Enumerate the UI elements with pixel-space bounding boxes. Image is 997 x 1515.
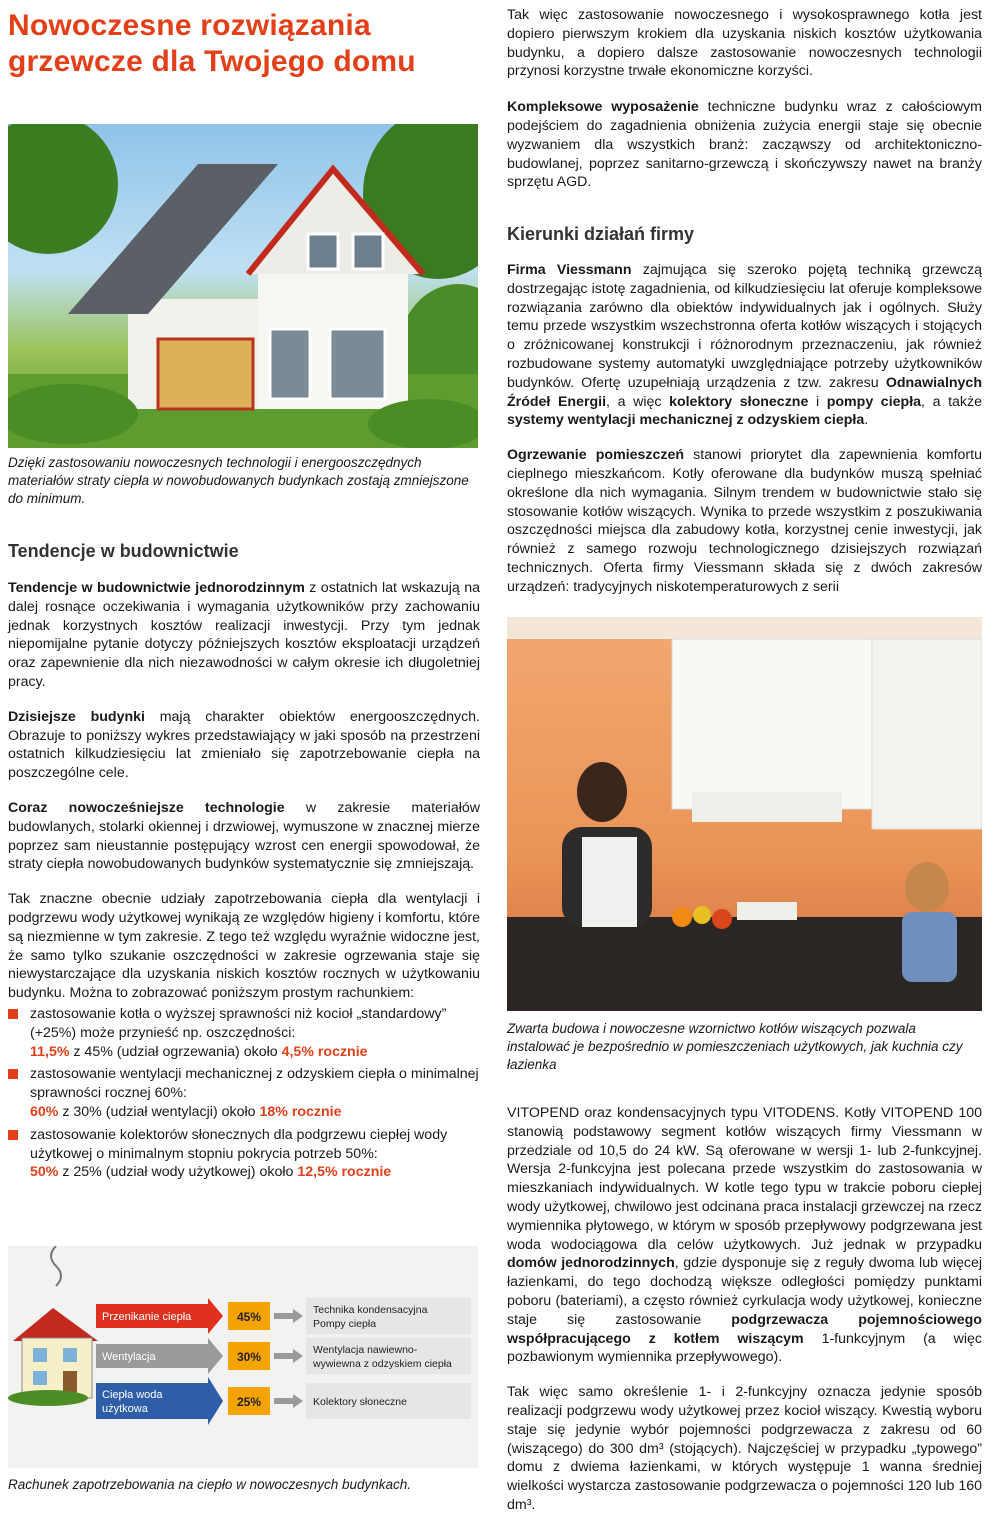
bullet-text: zastosowanie kolektorów słonecznych dla podgrzewu ciepłej wody użytkowej o minimalnym stopniu pokrycia potrzeb 50%: bbox=[30, 1126, 448, 1162]
section1-paragraph-4: Tak znaczne obecnie udziały zapotrzebowania ciepła dla wentylacji i podgrzewu wody użytkowej wynikają ze względów higieny i komfortu, które są niezmienne w tym zakresie. Z tego też względu wyraźnie widoczne jest, że samo tylko szukanie oszczędności w zakresie ogrzewania staje się niewystarczające dla uzyskania niskich kosztów rocznych w użytkowaniu budynku. Można to zobrazować poniższym prostym rachunkiem: bbox=[8, 891, 480, 1002]
heat-demand-diagram bbox=[8, 1246, 478, 1468]
right-paragraph-6: Tak więc samo określenie 1- i 2-funkcyjny oznacza jedynie sposób realizacji podgrzewu wody użytkowej przez kocioł wiszący. Kwestią wyboru staje się jedynie wybór pojemności podgrzewacza z zakresu od 60 (wiszącego) do 300 dm³ (stojących). Najczęściej w przypadku „typowego” domu z dwiema łazienkami, w których występuje 1 wanna średniej wielkości wystarcza zastosowanie podgrzewacza o pojemności 120 lub 160 dm³. bbox=[507, 1384, 982, 1513]
right-paragraph-2 bbox=[507, 98, 982, 192]
bullet-text: zastosowanie kotła o wyższej sprawności niż kocioł „standardowy” (+25%) może przynieść np. oszczędności: bbox=[30, 1005, 447, 1041]
bullet-value: 50% bbox=[30, 1164, 59, 1181]
bullet-mid: z 45% (udział ogrzewania) około bbox=[69, 1043, 282, 1060]
bullet-value: 60% bbox=[30, 1103, 59, 1120]
section1-paragraph-2 bbox=[8, 708, 480, 783]
right-column bbox=[507, 6, 982, 192]
section-kierunki bbox=[507, 224, 982, 597]
p3r-text: zajmująca się szeroko pojętą techniką grzewczą dostrzegając istotę zagadnienia, od kilkudziesięciu lat oferuje kompleksowe rozwiązania zarówno dla obiektów indywidualnych jak i ogólnych. Służy temu przede wszystkim wszechstronna oferta kotłów wiszących i stojących o zróżnicowanej konstrukcji i różnorodnym przeznaczeniu, jak również rozbudowane systemy automatyki uwzględniające potrzeby użytkowników budynków. Ofertę uzupełniają urządzenia z tzw. zakresu bbox=[507, 262, 983, 391]
p5r-text: VITOPEND oraz kondensacyjnych typu VITODENS. Kotły VITOPEND 100 stanowią podstawowy segment kotłów wiszących firmy Viessmann w przedziale od 10,5 do 24 kW. Są oferowane w wersji 1- lub 2-funkcyjnej. Wersja 2-funkcyjna jest polecana przede wszystkim do zastosowania w mieszkaniach indywidualnych. W kotle tego typu w trakcie poboru ciepłej wody użytkowej, chwilowo jest odcinana praca instalacji grzewczej na rzecz wymiennika płytowego, w którym w sposób przepływowy podgrzewana jest woda wodociągowa dla celów użytkowych. Już jednak w przypadku bbox=[507, 1105, 982, 1253]
diagram-percent-label: 30% bbox=[236, 1350, 262, 1364]
bullet-value: 11,5% bbox=[30, 1043, 70, 1060]
left-column bbox=[8, 0, 483, 80]
list-item bbox=[8, 1005, 480, 1061]
p2r-text: techniczne budynku wraz z całościowym podejściem do zagadnienia obniżenia zużycia energii staje się obecnie wyzwaniem dla wszystkich branż: zacząwszy od architektoniczno-budowlanej, poprzez sanitarno-grzewczą i skończywszy nawet na branży sprzętu AGD. bbox=[507, 99, 982, 191]
p3r-text-4: , a także bbox=[921, 393, 982, 410]
diagram-percent-label: 25% bbox=[236, 1395, 262, 1409]
p3r-bold-5: systemy wentylacji mechanicznej z odzyskiem ciepła bbox=[507, 412, 865, 429]
bullet-square-icon bbox=[8, 1009, 18, 1019]
bullet-result: 12,5% bbox=[297, 1164, 338, 1181]
right-paragraph-1: Tak więc zastosowanie nowoczesnego i wysokosprawnego kotła jest dopiero pierwszym krokiem dla uzyskania niskich kosztów użytkowania budynku, a dopiero dalsze zastosowanie nowoczesnych technologii przynosi korzystne trwałe ekonomiczne korzyści. bbox=[507, 7, 982, 80]
house-roof-icon bbox=[13, 1308, 98, 1341]
photo1-caption: Dzięki zastosowaniu nowoczesnych technologii i energooszczędnych materiałów straty ciepła w nowobudowanych budynkach zostają zmniejszone do minimum. bbox=[8, 455, 469, 506]
p3r-bold: Firma Viessmann bbox=[507, 262, 632, 278]
list-item bbox=[8, 1126, 480, 1182]
kitchen-photo bbox=[507, 617, 982, 1011]
p3-text: w zakresie materiałów budowlanych, stolarki okiennej i drzwiowej, wymuszone w znacznej mierze poprzez sam nieustannie postępujący wzrost cen energii spowodował, że straty ciepła nowobudowanych budynków systematycznie się zmniejszają. bbox=[8, 799, 481, 873]
diagram-caption: Rachunek zapotrzebowania na ciepło w nowoczesnych budynkach. bbox=[8, 1477, 411, 1492]
p1-text: z ostatnich lat wskazują na dalej rosnące oczekiwania i wymagania użytkowników przy zachowaniu jednak korzystnych kosztów realizacji inwestycji. Przy tym jednak niepomijalne pytanie dotyczy późniejszych kosztów eksploatacji urządzeń oraz zapewnienie dla nich niezawodności w całym okresie ich długoletniej pracy. bbox=[8, 580, 481, 690]
diagram-desc-text: Wentylacja nawiewno-wywiewna z odzyskiem ciepła bbox=[313, 1344, 452, 1370]
bullet-square-icon bbox=[8, 1069, 18, 1079]
section1-heading: Tendencje w budownictwie bbox=[8, 541, 239, 561]
page-title bbox=[8, 8, 483, 80]
photo2-caption: Zwarta budowa i nowoczesne wzornictwo kotłów wiszących pozwala instalować je bezpośrednio w pomieszczeniach użytkowych, jak kuchnia czy łazienka bbox=[507, 1021, 963, 1072]
bullet-mid: z 25% (udział wody użytkowej) około bbox=[58, 1164, 298, 1181]
right-paragraph-4 bbox=[507, 446, 982, 596]
p3-bold: Coraz nowocześniejsze technologie bbox=[8, 799, 285, 816]
diagram-desc-text: Kolektory słoneczne bbox=[313, 1396, 407, 1408]
p3r-text-5: . bbox=[864, 412, 869, 429]
savings-list bbox=[8, 1005, 480, 1182]
diagram-small-arrow bbox=[274, 1394, 303, 1408]
diagram-desc-text: Technika kondensacyjna Pompy ciepła bbox=[313, 1304, 428, 1330]
bullet-mid: z 30% (udział wentylacji) około bbox=[58, 1103, 260, 1120]
photo1-caption-box bbox=[8, 454, 478, 508]
diagram-arrow bbox=[96, 1377, 223, 1425]
p2-bold: Dzisiejsze budynki bbox=[8, 708, 145, 725]
bullet-period: rocznie bbox=[291, 1103, 342, 1120]
bullet-period: rocznie bbox=[317, 1043, 368, 1060]
p5r-text-2: 1-funkcyjnym (a więc pozbawionym wymiennika przepływowego). bbox=[507, 1330, 982, 1366]
diagram-svg bbox=[8, 1246, 478, 1468]
smoke-icon bbox=[51, 1246, 61, 1286]
bullet-result: 18% bbox=[259, 1103, 288, 1120]
title-line-1: Nowoczesne rozwiązania bbox=[8, 9, 371, 42]
diagram-small-arrow bbox=[274, 1309, 303, 1323]
bullet-result: 4,5% bbox=[281, 1043, 314, 1060]
p2-text: mają charakter obiektów energooszczędnych. Obrazuje to poniższy wykres przedstawiający w jaki sposób na przestrzeni ostatnich kilkudziesięciu lat zmieniało się zapotrzebowanie ciepła na poszczególne cele. bbox=[8, 708, 480, 782]
p4r-bold: Ogrzewanie pomieszczeń bbox=[507, 447, 685, 464]
list-item bbox=[8, 1065, 480, 1121]
diagram-arrow-label: Ciepła woda użytkowa bbox=[102, 1389, 163, 1415]
bullet-square-icon bbox=[8, 1130, 18, 1140]
house-photo bbox=[8, 124, 478, 448]
right-paragraph-5 bbox=[507, 1104, 982, 1367]
p2r-bold: Kompleksowe wyposażenie bbox=[507, 99, 699, 116]
bullet-text: zastosowanie wentylacji mechanicznej z odzyskiem ciepła o minimalnej sprawności rocznej 60%: bbox=[30, 1066, 479, 1102]
p3r-text-3: i bbox=[808, 393, 827, 410]
diagram-small-arrow bbox=[274, 1349, 303, 1363]
bullet-period: rocznie bbox=[341, 1164, 392, 1181]
section1-paragraph-1 bbox=[8, 579, 480, 692]
p3r-bold-4: pompy ciepła bbox=[826, 393, 922, 410]
right-lower-text bbox=[507, 1104, 982, 1515]
diagram-arrow-label: Wentylacja bbox=[102, 1351, 156, 1363]
house-wall-icon bbox=[22, 1338, 92, 1398]
p1-bold: Tendencje w budownictwie jednorodzinnym bbox=[8, 580, 305, 596]
p5r-bold-1: domów jednorodzinnych bbox=[507, 1255, 675, 1272]
p3r-bold-3: kolektory słoneczne bbox=[669, 393, 809, 410]
p3r-bold-2: Odnawialnych Źródeł Energii bbox=[507, 374, 982, 410]
photo2-caption-box bbox=[507, 1020, 977, 1074]
section-tendencje bbox=[8, 541, 480, 1186]
diagram-arrow-label: Przenikanie ciepła bbox=[102, 1311, 192, 1323]
diagram-caption-box bbox=[8, 1476, 478, 1494]
section1-paragraph-3 bbox=[8, 799, 480, 874]
right-paragraph-3 bbox=[507, 261, 982, 430]
p3r-text-2: , a więc bbox=[606, 393, 670, 410]
section2-heading: Kierunki działań firmy bbox=[507, 224, 695, 244]
p5r-bold-2: podgrzewacza pojemnościowego współpracującego z kotłem wiszącym bbox=[507, 1311, 982, 1347]
p4r-text: stanowi priorytet dla zapewnienia komfortu cieplnego mieszkańcom. Kotły oferowane dla budynków muszą spełniać określone dla nich wymagania. Silnym trendem w budownictwie stało się stosowanie kotłów wiszących. Wynika to przede wszystkim z poszukiwania oszczędności miejsca dla zabudowy kotła, korzystnej cenie inwestycji, jak również z samego rozwoju technologicznego dzisiejszych rozwiązań technicznych. Oferta firmy Viessmann składa się z dwóch zakresów urządzeń: tradycyjnych niskotemperaturowych z serii bbox=[507, 447, 982, 595]
p5r-text-1: , gdzie dysponuje się z reguły dwoma lub więcej łazienkami, do tego dochodzą większe odległości pomiędzy punktami poboru (bateriami), a często również cyrkulacja wody użytkowej, konieczne staje się zastosowanie bbox=[507, 1255, 982, 1328]
diagram-percent-label: 45% bbox=[236, 1310, 262, 1324]
title-line-2: grzewcze dla Twojego domu bbox=[8, 45, 416, 78]
